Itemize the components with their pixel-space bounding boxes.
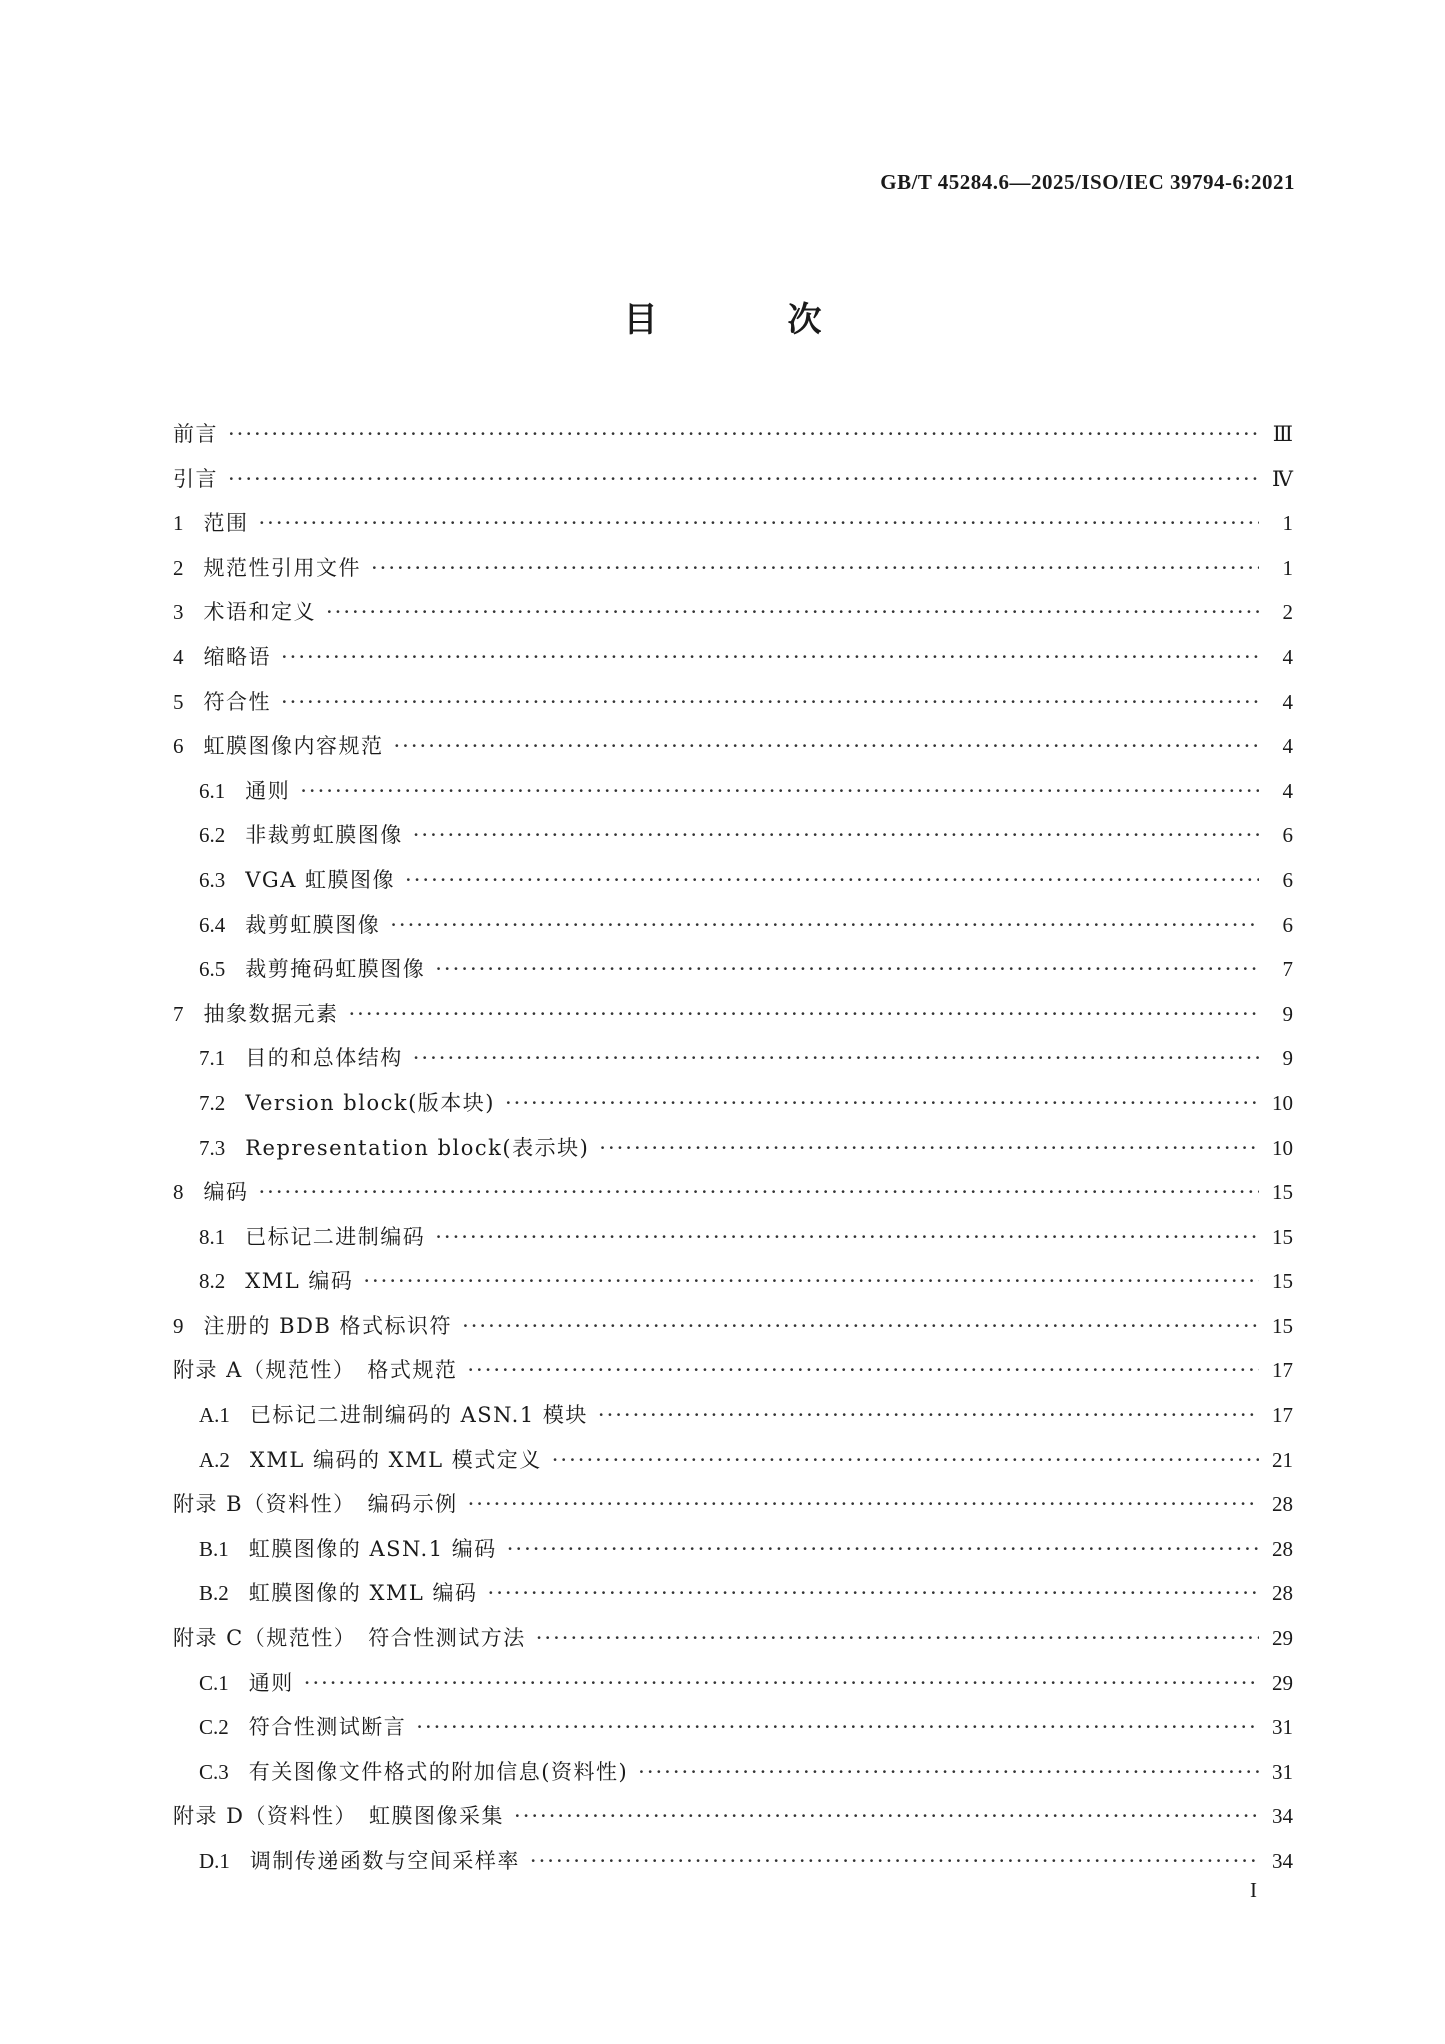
toc-entry-number: 6.2 xyxy=(199,823,226,848)
toc-entry-page: 9 xyxy=(1282,1001,1293,1026)
toc-entry-label: 虹膜图像内容规范 xyxy=(203,734,384,759)
toc-entry-label: 裁剪虹膜图像 xyxy=(245,912,381,937)
toc-dot-leader xyxy=(300,769,1259,814)
toc-entry-number: 1 xyxy=(173,511,184,536)
toc-entry[interactable] xyxy=(173,947,1293,992)
toc-entry[interactable] xyxy=(173,1126,1293,1171)
toc-entry-number: 2 xyxy=(173,555,184,580)
toc-entry-label: 目的和总体结构 xyxy=(245,1046,403,1071)
toc-entry-number: 8.2 xyxy=(199,1269,226,1294)
toc-dot-leader xyxy=(405,858,1259,903)
toc-dot-leader xyxy=(228,457,1259,502)
toc-dot-leader xyxy=(462,1304,1259,1349)
page-number: I xyxy=(1250,1878,1257,1902)
toc-entry[interactable] xyxy=(173,724,1293,769)
toc-dot-leader xyxy=(413,1036,1259,1081)
toc-entry-number: B.1 xyxy=(199,1536,229,1561)
toc-entry-page: 34 xyxy=(1272,1804,1293,1829)
toc-entry-page: 15 xyxy=(1272,1313,1293,1338)
toc-entry-number: 6.1 xyxy=(199,778,226,803)
standard-code-header: GB/T 45284.6—2025/ISO/IEC 39794-6:2021 xyxy=(880,170,1295,194)
toc-entry-label: 编码 xyxy=(203,1180,249,1205)
toc-dot-leader xyxy=(363,1259,1259,1304)
toc-entry-page: Ⅲ xyxy=(1272,422,1293,446)
toc-entry[interactable] xyxy=(173,457,1293,502)
toc-entry-number: 6.3 xyxy=(199,867,226,892)
toc-entry[interactable] xyxy=(173,858,1293,903)
toc-dot-leader xyxy=(638,1750,1259,1795)
toc-dot-leader xyxy=(505,1081,1259,1126)
toc-entry-label: 符合性 xyxy=(203,689,271,714)
toc-entry-number: 7.2 xyxy=(199,1090,226,1115)
toc-dot-leader xyxy=(349,992,1260,1037)
table-of-contents xyxy=(173,412,1293,1884)
toc-entry[interactable] xyxy=(173,546,1293,591)
toc-entry[interactable] xyxy=(173,1616,1293,1661)
toc-entry-number: 8.1 xyxy=(199,1224,226,1249)
toc-entry-number: 7.3 xyxy=(199,1135,226,1160)
toc-entry-page: 6 xyxy=(1282,912,1293,937)
toc-dot-leader xyxy=(259,1170,1260,1215)
toc-entry[interactable] xyxy=(173,635,1293,680)
toc-entry-label: 裁剪掩码虹膜图像 xyxy=(245,957,426,982)
toc-dot-leader xyxy=(326,590,1259,635)
toc-entry-number: A.1 xyxy=(199,1403,230,1428)
toc-entry-page: 17 xyxy=(1272,1403,1293,1428)
toc-entry[interactable] xyxy=(173,1170,1293,1215)
toc-entry-label: 有关图像文件格式的附加信息(资料性) xyxy=(248,1759,629,1784)
toc-entry[interactable] xyxy=(173,680,1293,725)
toc-dot-leader xyxy=(413,813,1259,858)
toc-entry-number: 6.5 xyxy=(199,957,226,982)
toc-dot-leader xyxy=(552,1438,1259,1483)
toc-entry-label: 附录 B（资料性） 编码示例 xyxy=(173,1492,458,1517)
toc-entry-page: 9 xyxy=(1282,1046,1293,1071)
toc-entry-label: 符合性测试断言 xyxy=(248,1715,407,1740)
toc-entry-page: 29 xyxy=(1272,1626,1293,1651)
toc-entry-number: 6.4 xyxy=(199,912,226,937)
toc-entry[interactable] xyxy=(173,1661,1293,1706)
toc-entry-label: 虹膜图像的 ASN.1 编码 xyxy=(248,1536,497,1561)
toc-entry-page: 4 xyxy=(1282,778,1293,803)
toc-entry[interactable] xyxy=(173,1348,1293,1393)
toc-dot-leader xyxy=(304,1661,1259,1706)
toc-entry-page: 7 xyxy=(1282,957,1293,982)
toc-entry-number: 7 xyxy=(173,1001,184,1026)
toc-entry-page: 21 xyxy=(1272,1447,1293,1472)
toc-dot-leader xyxy=(281,635,1259,680)
toc-entry-page: 28 xyxy=(1272,1536,1293,1561)
toc-entry-page: 6 xyxy=(1282,867,1293,892)
toc-dot-leader xyxy=(259,501,1260,546)
toc-dot-leader xyxy=(394,724,1260,769)
toc-entry-label: 调制传递函数与空间采样率 xyxy=(249,1849,520,1873)
toc-entry-label: Representation block(表示块) xyxy=(245,1135,590,1160)
toc-dot-leader xyxy=(371,546,1259,591)
toc-entry[interactable] xyxy=(173,1393,1293,1438)
toc-dot-leader xyxy=(507,1527,1259,1572)
toc-entry-label: XML 编码的 XML 模式定义 xyxy=(249,1447,542,1472)
toc-dot-leader xyxy=(228,412,1259,457)
toc-entry-label: 通则 xyxy=(245,778,291,803)
toc-entry-number: 6 xyxy=(173,734,184,759)
page-title: 目 次 xyxy=(623,300,870,340)
toc-entry[interactable] xyxy=(173,903,1293,948)
toc-entry-number: C.3 xyxy=(199,1759,229,1784)
toc-entry[interactable] xyxy=(173,1527,1293,1572)
toc-entry-page: 10 xyxy=(1272,1135,1293,1160)
toc-entry-page: 4 xyxy=(1282,734,1293,759)
toc-entry-page: 15 xyxy=(1272,1180,1293,1205)
toc-entry-label: 范围 xyxy=(203,511,249,536)
toc-entry-page: 1 xyxy=(1282,511,1293,536)
toc-entry-page: Ⅳ xyxy=(1272,466,1293,491)
toc-entry-page: 4 xyxy=(1282,644,1293,669)
toc-entry[interactable] xyxy=(173,769,1293,814)
toc-entry[interactable] xyxy=(173,1571,1293,1616)
toc-entry[interactable] xyxy=(173,590,1293,635)
toc-dot-leader xyxy=(599,1126,1259,1171)
toc-entry-page: 31 xyxy=(1272,1715,1293,1740)
toc-dot-leader xyxy=(416,1705,1259,1750)
toc-dot-leader xyxy=(467,1348,1259,1393)
toc-entry-label: 已标记二进制编码 xyxy=(245,1224,426,1249)
toc-entry-page: 15 xyxy=(1272,1224,1293,1249)
toc-dot-leader xyxy=(435,1215,1259,1260)
toc-entry-label: 引言 xyxy=(173,466,218,491)
toc-entry-page: 2 xyxy=(1282,600,1293,625)
toc-entry-page: 29 xyxy=(1272,1670,1293,1695)
toc-entry-label: 前言 xyxy=(173,422,218,446)
toc-dot-leader xyxy=(536,1616,1259,1661)
toc-entry[interactable] xyxy=(173,1794,1293,1839)
toc-entry[interactable] xyxy=(173,813,1293,858)
toc-entry-page: 31 xyxy=(1272,1759,1293,1784)
toc-entry-number: D.1 xyxy=(199,1849,230,1873)
toc-entry-label: 抽象数据元素 xyxy=(203,1001,339,1026)
toc-entry-page: 4 xyxy=(1282,689,1293,714)
toc-entry-number: 8 xyxy=(173,1180,184,1205)
toc-entry-number: 4 xyxy=(173,644,184,669)
toc-entry-page: 28 xyxy=(1272,1492,1293,1517)
toc-entry-page: 28 xyxy=(1272,1581,1293,1606)
toc-entry-label: 已标记二进制编码的 ASN.1 模块 xyxy=(249,1403,588,1428)
toc-dot-leader xyxy=(530,1839,1259,1884)
toc-entry-label: 附录 D（资料性） 虹膜图像采集 xyxy=(173,1804,505,1829)
toc-entry[interactable] xyxy=(173,1438,1293,1483)
toc-entry-page: 1 xyxy=(1282,555,1293,580)
toc-entry[interactable] xyxy=(173,1036,1293,1081)
toc-dot-leader xyxy=(598,1393,1259,1438)
toc-dot-leader xyxy=(435,947,1259,992)
toc-entry-label: 非裁剪虹膜图像 xyxy=(245,823,403,848)
toc-entry-label: 通则 xyxy=(248,1670,294,1695)
toc-entry[interactable] xyxy=(173,992,1293,1037)
toc-entry-label: 附录 A（规范性） 格式规范 xyxy=(173,1358,458,1383)
toc-entry-label: 规范性引用文件 xyxy=(203,555,361,580)
toc-entry-label: VGA 虹膜图像 xyxy=(245,867,396,892)
toc-entry-page: 15 xyxy=(1272,1269,1293,1294)
toc-entry[interactable] xyxy=(173,412,1293,457)
toc-entry[interactable] xyxy=(173,1750,1293,1795)
toc-entry-page: 17 xyxy=(1272,1358,1293,1383)
toc-dot-leader xyxy=(514,1794,1259,1839)
toc-entry-page: 10 xyxy=(1272,1090,1293,1115)
toc-entry-label: 术语和定义 xyxy=(203,600,316,625)
toc-entry-label: 缩略语 xyxy=(203,644,271,669)
toc-entry-number: 9 xyxy=(173,1313,184,1338)
toc-entry[interactable] xyxy=(173,1839,1293,1884)
toc-entry-page: 34 xyxy=(1272,1849,1293,1873)
toc-entry-number: A.2 xyxy=(199,1447,230,1472)
toc-entry-label: 虹膜图像的 XML 编码 xyxy=(248,1581,478,1606)
toc-dot-leader xyxy=(468,1482,1259,1527)
toc-entry-number: B.2 xyxy=(199,1581,229,1606)
toc-entry-number: 3 xyxy=(173,600,184,625)
toc-entry-number: 7.1 xyxy=(199,1046,226,1071)
toc-dot-leader xyxy=(390,903,1259,948)
toc-entry-page: 6 xyxy=(1282,823,1293,848)
toc-entry-number: C.1 xyxy=(199,1670,229,1695)
toc-entry[interactable] xyxy=(173,1482,1293,1527)
toc-entry-label: XML 编码 xyxy=(245,1269,354,1294)
toc-entry-number: C.2 xyxy=(199,1715,229,1740)
toc-entry[interactable] xyxy=(173,1259,1293,1304)
toc-dot-leader xyxy=(488,1571,1259,1616)
toc-entry[interactable] xyxy=(173,1304,1293,1349)
toc-entry-label: 注册的 BDB 格式标识符 xyxy=(203,1313,453,1338)
toc-entry[interactable] xyxy=(173,1081,1293,1126)
toc-entry[interactable] xyxy=(173,1705,1293,1750)
toc-dot-leader xyxy=(281,680,1259,725)
toc-entry-number: 5 xyxy=(173,689,184,714)
toc-entry[interactable] xyxy=(173,1215,1293,1260)
toc-entry-label: Version block(版本块) xyxy=(245,1090,495,1115)
toc-entry-label: 附录 C（规范性） 符合性测试方法 xyxy=(173,1626,526,1651)
toc-entry[interactable] xyxy=(173,501,1293,546)
